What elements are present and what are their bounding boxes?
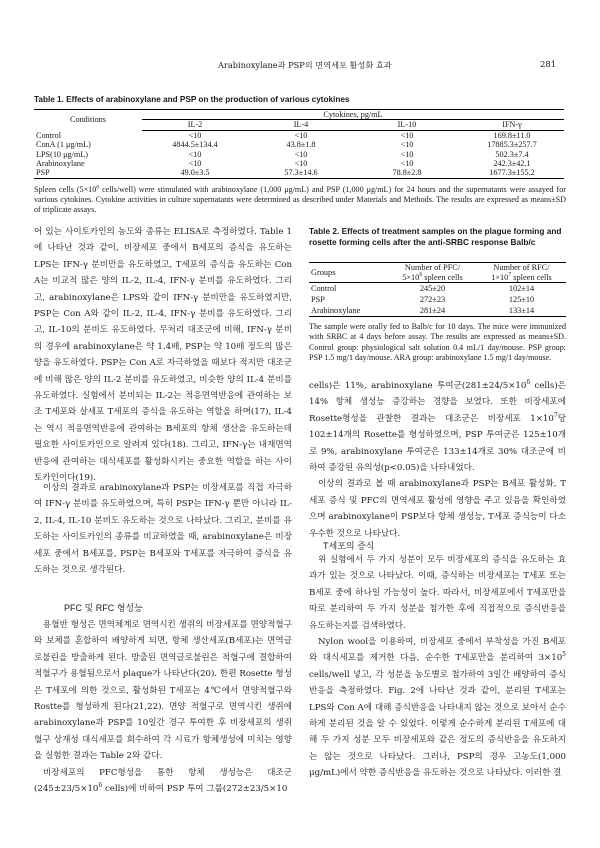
table2-footnote: The sample were orally fed to Balb/c for 10 days. The mice were immunized with SRBC at 4 days before assay. The results are expressed as means±SD. Control group: physiological salt solution 0.4 mL/1 day/mouse. PSP group: PSP 1.5 mg/1 day/mouse. ARA group: arabinoxylane 1.5 mg/1 day/mouse.	[309, 322, 566, 363]
header-text: spleen cells	[422, 272, 463, 282]
table2	[309, 262, 566, 317]
cell: 242.3±42.1	[493, 159, 531, 169]
table1-col-il2: IL-2	[142, 120, 248, 130]
text: 비장세포의 PFC형성을 통한 항체 생성능은 대조군(245±23/5×10	[34, 767, 292, 795]
cell: <10	[188, 130, 202, 140]
table-row	[34, 168, 564, 178]
cell: <10	[188, 159, 202, 169]
header-text: spleen cells	[511, 272, 552, 282]
table2-groups-header: Groups	[309, 263, 388, 283]
cell: <10	[294, 130, 308, 140]
cell: 78.8±2.8	[354, 168, 460, 178]
table2-pfc-header	[388, 263, 477, 283]
note-superscript: 6	[96, 184, 100, 191]
table-row	[34, 140, 564, 149]
cell: 245±20	[419, 284, 446, 294]
row-label: PSP	[311, 295, 325, 305]
cell: <10	[400, 130, 414, 140]
table-row	[309, 294, 566, 305]
cell: 125±10	[508, 295, 535, 305]
superscript: 6	[98, 782, 103, 790]
text: 당 102±14개의 Rosette를 형성하였으며, PSP 투여군은 125±10개로 9%, arabinoxylane 투여군은 133±14개로 30% 대조군에 비하여 증강된 유의성(p<0.05)을 나타내었다.	[309, 413, 566, 474]
table1	[34, 109, 564, 179]
table1-col-il10: IL-10	[354, 120, 460, 130]
left-column	[34, 224, 292, 484]
paragraph	[309, 634, 566, 782]
cell: 17885.3±257.7	[487, 140, 537, 150]
table1-col-ifng: IFN-γ	[460, 120, 564, 130]
cell: <10	[294, 149, 308, 159]
header-text: Number of PFC/	[404, 263, 461, 272]
cell: 133±14	[477, 305, 566, 317]
cell: 1677.3±155.2	[460, 168, 564, 178]
row-label: Control	[311, 284, 337, 294]
table2-rfc-header	[477, 263, 566, 283]
table-row	[309, 305, 566, 317]
text: cells)은 14% 항체 생성능 증강하는 경향을 보였다. 또한 비장세포에 Rosette형성을 관찰한 결과는 대조군은 비장세포 1×10	[309, 381, 566, 424]
cell: 102±14	[508, 284, 535, 294]
cell: <10	[400, 140, 414, 150]
cell: 49.0±3.5	[142, 168, 248, 178]
header-text: 1×10	[491, 272, 509, 282]
row-label: Arabinoxylane	[36, 159, 85, 169]
cell: 169.8±11.0	[493, 130, 531, 140]
cell: <10	[400, 149, 414, 159]
left-column-pfc	[34, 617, 292, 814]
table-row	[309, 283, 566, 295]
cell: 43.8±1.8	[286, 140, 316, 150]
text: Nylon wool을 이용하여, 비장세포 중에서 부착성을 가진 B세포와 대식세포를 제거한 다음, 순수한 T세포만을 분리하여 3×10	[309, 637, 566, 664]
header-superscript: 6	[419, 271, 423, 278]
note-text: cells/well) were stimulated with arabinoxylane (1,000 μg/mL) and PSP (1,000 μg/mL) for 24 hours and the supernatants were assayed for various cytokines. Cytokine activities in culture supernatants were determined as described under Materials and Methods. The results are expressed as means±SD of triplicate assays.	[34, 185, 566, 215]
header-text: 5×10	[402, 272, 420, 282]
paragraph: 용혈반 형성은 면역체계로 면역시킨 생쥐의 비장세포를 면양적혈구와 보체를 혼합하여 배양하게 되면, 항체 생산세포(B세포)는 면역글로불린을 방출하게 된다. 방출된 면역글로불린은 적혈구에 결합하여 적혈구가 용혈됨으로서 plaque가 나타난다(20). 한편 Rosette 형성은 T세포에 의한 것으로, 활성화된 T세포는 4℃에서 면양적혈구와 Rostte를 형성하게 된다(21,22). 면양 적혈구로 면역시킨 생쥐에 arabinoxylane과 PSP를 10일간 경구 투여한 후 비장세포의 생쥐혈구 상재성 대식세포를 회수하여 각 시료가 항체생성에 미치는 영향을 실험한 결과는 Table 2와 같다.	[34, 620, 292, 762]
running-header	[0, 60, 600, 74]
table-row	[34, 159, 564, 168]
paragraph: 이상의 결과로 arabinoxylane과 PSP는 비장세포를 직접 자극하여 IFN-γ 분비를 유도하였으며, 특히 PSP는 IFN-γ 뿐만 아니라 IL-2, IL-4, IL-10 분비도 유도하는 것으로 나타났다. 그리고, 분비를 유도하는 사이토카인의 종류를 비교하였을 때, arabinoxylane은 비장세포 중에서 B세포를, PSP는 B세포와 T세포를 자극하여 증식을 유도하는 것으로 생각된다.	[34, 483, 292, 576]
table1-cytokines-header: Cytokines, pg/mL	[142, 110, 564, 120]
row-label: ConA (1 μg/mL)	[36, 140, 91, 150]
right-column	[309, 378, 566, 539]
cell: 502.3±7.4	[495, 149, 529, 159]
text: cells/well 넣고, 각 성분을 농도별로 첨가하여 3일간 배양하여 증식반응을 측정하였다. Fig. 2에 나타난 것과 같이, 분리된 T세포는 LPS와 Con A에 대해 증식반응을 나타내지 않는 것으로 보아서 순수하게 분리된 것을 알 수 있었다. 이렇게 순수하게 분리된 T세포에 대해 두 가지 성분 모두 비장세포와 같은 정도의 증식반응을 유도하지는 않는 것으로 나타났다. 그러나, PSP의 경우 고농도(1,000 μg/mL)에서 약한 증식반응을 유도하는 것으로 나타났다. 이러한 결	[309, 669, 566, 779]
table2-caption: Table 2. Effects of treatment samples on the plague forming and rosette forming cells after the anti-SRBC response Balb/c	[309, 226, 562, 247]
cell: 281±24	[388, 305, 477, 317]
paragraph: 어 있는 사이토카인의 농도와 종류는 ELISA로 측정하였다. Table 1에 나타난 것과 같이, 비장세포 중에서 B세포의 증식을 유도하는 LPS는 IFN-γ 분비만을 유도하였고, T세포의 증식을 유도하는 Con A는 비교적 많은 양의 IL-2, IL-4, IFN-γ 분비를 유도하였다. 그리고, arabinoxylane은 LPS와 같이 IFN-γ 분비만을 유도하였지만, PSP는 Con A와 같이 IL-2, IL-4, IFN-γ 분비를 유도하였다. 그리고, IL-10의 분비도 유도하였다. 무처리 대조군에 비해, IFN-γ 분비의 경우에 arabinoxylane은 약 1.4배, PSP는 약 10배 정도의 많은 양을 유도하였다. PSP는 Con A로 자극하였을 때보다 적지만 대조군에 비해 많은 양의 IL-2 분비를 유도하였고, 비슷한 양의 IL-4 분비를 유도하였다. 실험에서 분비되는 IL-2는 적응면역반응에 관여하는 보조 T세포와 살세포 T세포의 증식을 유도하는 역할을 하며(17), IL-4는 역시 적응면역반응에 관여하는 B세포의 항체 생산을 유도하는데 필요한 사이토카인으로 알려져 있다(18). 그리고, IFN-γ는 내재면역반응에 관여하는 대식세포를 활성화시키는 중요한 역할을 하는 사이토카인이다(19).	[34, 227, 292, 484]
cell: <10	[188, 149, 202, 159]
table1-col-il4: IL-4	[248, 120, 354, 130]
left-column-cont	[34, 480, 292, 595]
cell: 57.3±14.6	[248, 168, 354, 178]
table1-caption: Table 1. Effects of arabinoxylane and PSP on the production of various cytokines	[34, 95, 350, 104]
right-column-tcell	[309, 552, 566, 814]
note-text: Spleen cells (5×10	[34, 185, 97, 194]
paragraph: 위 실험에서 두 가지 성분이 모두 비장세포의 증식을 유도하는 효과가 있는 것으로 나타났다. 이때, 증식하는 비장세포는 T세포 또는 B세포 중에 하나일 가능성이 높다. 따라서, 비장세포에서 T세포만을 따로 분리하여 두 가지 성분을 첨가한 후에 직접적으로 증식반응을 유도하는지를 검색하였다.	[309, 555, 566, 631]
paragraph: 이상의 결과로 볼 때 arabinoxylane과 PSP는 B세포 활성화, T세포 증식 및 PFC의 면역세포 활성에 영향을 주고 있음을 확인하였으며 arabinoxylane이 PSP보다 항체 생성능, T세포 증식능이 다소 우수한 것으로 나타났다.	[309, 479, 566, 539]
section-heading-pfc: PFC 및 RFC 형성능	[64, 603, 143, 613]
table1-footnote	[34, 185, 566, 216]
section-heading-t-cell: T세포의 증식	[323, 541, 375, 551]
header-superscript: 7	[508, 271, 512, 278]
cell: 4844.5±134.4	[172, 140, 218, 150]
paragraph	[309, 378, 566, 476]
table-row	[34, 130, 564, 140]
text: cells)에 비하여 PSP 투여 그룹(272±23/5×10	[102, 784, 288, 795]
cell: <10	[400, 159, 414, 169]
superscript: 5	[562, 651, 566, 659]
cell: <10	[294, 159, 308, 169]
text: cells)은 11%, arabinoxylane 투여군(281±24/5×10	[309, 381, 527, 391]
table-row	[34, 150, 564, 159]
table1-conditions-header: Conditions	[34, 110, 142, 131]
superscript: 6	[526, 379, 531, 387]
cell: 272±23	[419, 295, 446, 305]
running-title: Arabinoxylane과 PSP의 면역세포 활성화 효과	[218, 60, 392, 70]
header-text: Number of RFC/	[493, 263, 550, 272]
page-number: 281	[540, 60, 557, 70]
paragraph	[34, 765, 292, 798]
superscript: 7	[553, 411, 558, 419]
row-label: PSP	[34, 168, 142, 178]
row-label: LPS(10 μg/mL)	[36, 149, 88, 159]
row-label: Arabinoxylane	[309, 305, 388, 317]
row-label: Control	[36, 130, 62, 140]
